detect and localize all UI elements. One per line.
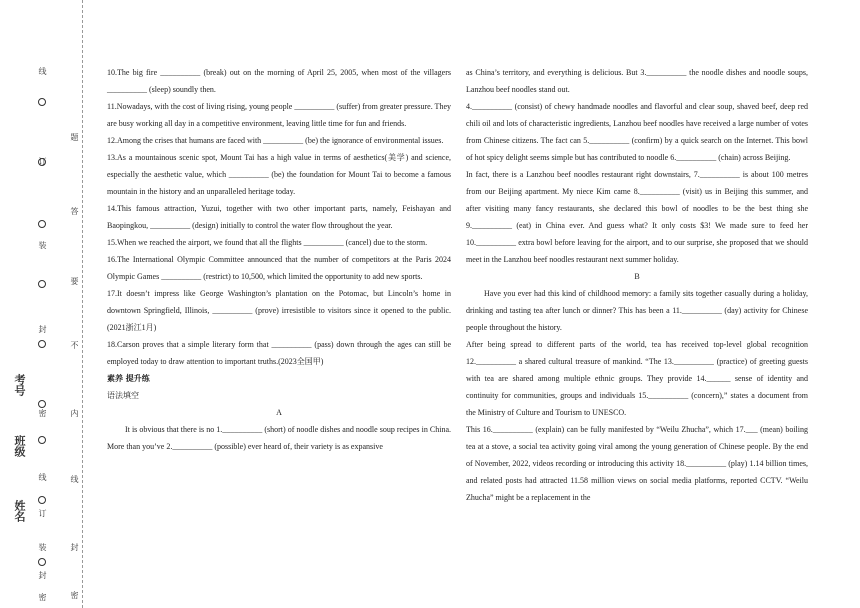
student-info-label: 姓名	[13, 500, 26, 522]
question-17: 17.It doesn’t impress like George Washington’s plantation on the Potomac, but Lincoln’s home in downtown Springfield, Illinois, __________ (prove) irresistible to visitors since it opened to the public.(2021浙江1月)	[107, 289, 451, 332]
passage-a-continued-3: In fact, there is a Lanzhou beef noodles restaurant right downstairs, 7.__________ is about 100 metres from our Beijing apartment. My niece Kim came 8.__________ (visit) us in Beijing this summer, and after visiting many fancy restaurants, she declared this bowl of noodles to be the best thing she 9.__________ (eat) in China ever. And guess what? It only costs $3! We made sure to feed her 10.__________ extra bowl before leaving for the airport, and to our surprise, she proposed that we should meet in the Lanzhou beef noodles restaurant next summer holiday.	[466, 170, 808, 264]
inner-binding-label: 答	[70, 207, 79, 215]
question-10: 10.The big fire __________ (break) out on the morning of April 25, 2005, when most of the villagers __________ (sleep) soundly then.	[107, 68, 451, 94]
passage-a-label: A	[276, 408, 282, 417]
left-column	[107, 64, 451, 455]
question-13: 13.As a mountainous scenic spot, Mount Tai has a high value in terms of aesthetics(美学) and science, especially the aesthetic value, which __________ (be) the foundation for Mount Tai to become a famous mountain in the history and an unparalleled heritage today.	[107, 153, 451, 196]
question-12: 12.Among the crises that humans are faced with __________ (be) the ignorance of environmental issues.	[107, 136, 444, 145]
passage-b-label: B	[634, 272, 640, 281]
passage-a-continued-1: as China’s territory, and everything is delicious. But 3.__________ the noodle dishes and noodle soups, Lanzhou beef noodles stand out.	[466, 68, 808, 94]
section-title: 素养 提升练	[107, 374, 150, 383]
question-15: 15.When we reached the airport, we found that all the flights __________ (cancel) due to the storm.	[107, 238, 428, 247]
question-14: 14.This famous attraction, Yuzui, together with two other important parts, namely, Feishayan and Baopingkou, __________ (design) initially to control the water flow throughout the year.	[107, 204, 451, 230]
binding-hole	[38, 158, 46, 166]
right-column	[466, 64, 808, 506]
binding-hole	[38, 280, 46, 288]
outer-binding-label: 密	[38, 409, 47, 417]
inner-binding-label: 内	[70, 409, 79, 417]
question-16: 16.The International Olympic Committee announced that the number of competitors at the Paris 2024 Olympic Games __________ (restrict) to 10,500, which limited the opportunity to add new sports.	[107, 255, 451, 281]
binding-hole	[38, 436, 46, 444]
binding-hole	[38, 496, 46, 504]
outer-binding-label: 订	[38, 509, 47, 517]
binding-hole	[38, 220, 46, 228]
outer-binding-label: 线	[38, 67, 47, 75]
outer-binding-label: 装	[38, 241, 47, 249]
outer-binding-label: 订	[38, 157, 47, 165]
inner-binding-label: 封	[70, 543, 79, 551]
question-11: 11.Nowadays, with the cost of living rising, young people __________ (suffer) from greater pressure. They are busy working all day in a competitive environment, leaving little time for fun and friends.	[107, 102, 451, 128]
inner-binding-label: 不	[70, 341, 79, 349]
section-subtitle: 语法填空	[107, 391, 139, 400]
outer-binding-label: 封	[38, 325, 47, 333]
inner-binding-label: 密	[70, 591, 79, 599]
binding-hole	[38, 558, 46, 566]
outer-binding-label: 线	[38, 473, 47, 481]
inner-binding-label: 要	[70, 277, 79, 285]
binding-hole	[38, 340, 46, 348]
inner-binding-label: 线	[70, 475, 79, 483]
outer-binding-label: 密	[38, 593, 47, 601]
outer-binding-label: 装	[38, 543, 47, 551]
binding-margin	[0, 0, 100, 608]
outer-binding-label: 封	[38, 571, 47, 579]
question-18: 18.Carson proves that a simple literary form that __________ (pass) down through the ages can still be employed today to draw attention to important truths.(2023全国甲)	[107, 340, 451, 366]
passage-b-paragraph-3: This 16.__________ (explain) can be fully manifested by “Weilu Zhucha”, which 17.___ (mean) boiling tea at a stove, a social tea activity going viral among the young generation of Chinese people. By the end of November, 2022, videos recording or introducing this activity 18.__________ (play) 1.14 billion times, and related posts had attracted 11.58 million views on social media platforms, reported CCTV. “Weilu Zhucha” might be a replacement in the	[466, 425, 808, 502]
passage-b-paragraph-2: After being spread to different parts of the world, tea has received top-level global recognition 12.__________ a shared cultural treasure of mankind. “The 13.__________ (practice) of greeting guests with tea are shared among multiple ethnic groups. They provide 14.______ sense of identity and continuity for communities, groups and individuals 15.__________ (concern),” states a document from the Ministry of Culture and Tourism to UNESCO.	[466, 340, 808, 417]
passage-a-paragraph-1: It is obvious that there is no 1.__________ (short) of noodle dishes and noodle soup recipes in China. More than you’ve 2.__________ (possible) ever heard of, their variety is as expansive	[107, 425, 451, 451]
passage-a-continued-2: 4.__________ (consist) of chewy handmade noodles and flavorful and clear soup, shaved beef, deep red chili oil and lots of characteristic ingredients, Lanzhou beef noodles have received a large number of votes from Chinese citizens. The fact can 5.__________ (confirm) by a quick search on the Internet. This bowl of hot spicy delight seems simple but has contributed to noodle 6.__________ (chain) across Beijing.	[466, 102, 808, 162]
inner-binding-label: 题	[70, 133, 79, 141]
student-info-label: 班级	[13, 435, 26, 457]
binding-hole	[38, 400, 46, 408]
binding-line	[82, 0, 83, 608]
passage-b-paragraph-1: Have you ever had this kind of childhood memory: a family sits together casually during a holiday, drinking and tasting tea after lunch or dinner? This has been a 11.__________ (day) activity for Chinese people throughout the history.	[466, 289, 808, 332]
student-info-label: 考号	[13, 374, 26, 396]
binding-hole	[38, 98, 46, 106]
